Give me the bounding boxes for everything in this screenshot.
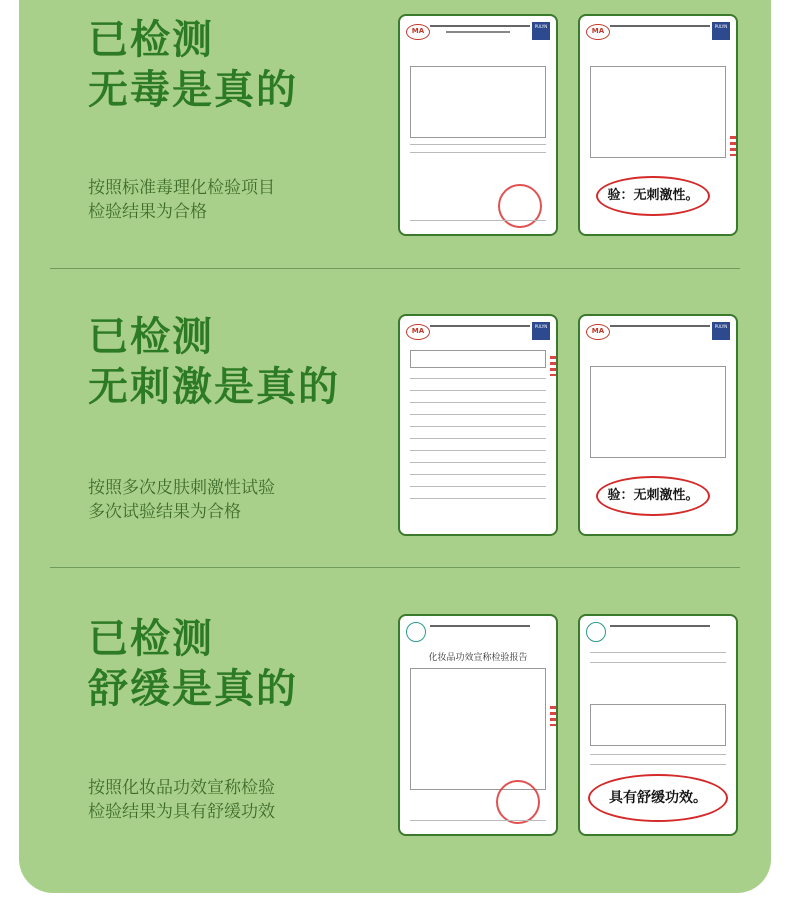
report-table <box>410 66 546 138</box>
report-title-line <box>430 25 530 27</box>
report-document-2 <box>578 14 738 236</box>
results-table <box>590 704 726 746</box>
section-nonirritating <box>0 298 790 558</box>
section-desc-line2: 多次试验结果为合格 <box>88 502 241 522</box>
section-nontoxic <box>0 0 790 260</box>
seam-stamp <box>550 706 556 726</box>
report-document-5 <box>398 614 558 836</box>
section-heading-line2: 无毒是真的 <box>88 67 298 113</box>
report-subtitle-line <box>446 31 510 33</box>
text-line <box>410 402 546 403</box>
pulyn-logo-icon: PULYN <box>712 22 730 40</box>
report-table <box>410 350 546 368</box>
section-heading-line1: 已检测 <box>88 17 214 63</box>
report-title-line <box>430 625 530 627</box>
text-line <box>410 486 546 487</box>
result-highlight: 验：无刺激性。 <box>596 176 710 216</box>
text-line <box>590 754 726 755</box>
report-document-3 <box>398 314 558 536</box>
ma-logo-icon: MA <box>586 324 610 340</box>
section-desc-line2: 检验结果为合格 <box>88 202 207 222</box>
report-table <box>410 668 546 790</box>
inspection-logo-icon <box>406 622 426 642</box>
report-title-line <box>610 325 710 327</box>
inspection-logo-icon <box>586 622 606 642</box>
section-heading-line1: 已检测 <box>88 616 214 662</box>
section-desc-line1: 按照化妆品功效宣称检验 <box>88 778 275 798</box>
report-title-line <box>430 325 530 327</box>
text-line <box>410 152 546 153</box>
report-title-line <box>610 25 710 27</box>
report-document-6 <box>578 614 738 836</box>
text-line <box>590 764 726 765</box>
section-desc-line2: 检验结果为具有舒缓功效 <box>88 802 275 822</box>
ma-logo-icon: MA <box>406 324 430 340</box>
section-soothing <box>0 598 790 858</box>
section-desc-line1: 按照多次皮肤刺激性试验 <box>88 478 275 498</box>
result-highlight: 验：无刺激性。 <box>596 476 710 516</box>
text-line <box>410 414 546 415</box>
ma-logo-icon: MA <box>586 24 610 40</box>
ma-logo-icon: MA <box>406 24 430 40</box>
report-doc-title: 化妆品功效宣称检验报告 <box>428 653 528 663</box>
text-line <box>590 662 726 663</box>
report-document-1 <box>398 14 558 236</box>
section-heading-line2: 舒缓是真的 <box>88 666 298 712</box>
text-line <box>410 474 546 475</box>
section-heading-line2: 无刺激是真的 <box>88 364 340 410</box>
text-line <box>410 462 546 463</box>
section-divider <box>50 268 740 269</box>
text-line <box>410 450 546 451</box>
report-document-4 <box>578 314 738 536</box>
text-line <box>410 144 546 145</box>
signature-line <box>410 220 546 221</box>
text-line <box>410 390 546 391</box>
results-table <box>590 66 726 158</box>
text-line <box>410 498 546 499</box>
pulyn-logo-icon: PULYN <box>712 322 730 340</box>
section-heading-line1: 已检测 <box>88 314 214 360</box>
official-stamp <box>498 184 542 228</box>
seam-stamp <box>730 136 736 156</box>
results-table <box>590 366 726 458</box>
report-title-line <box>610 625 710 627</box>
section-desc-line1: 按照标准毒理化检验项目 <box>88 178 275 198</box>
text-line <box>590 652 726 653</box>
signature-line <box>410 820 546 821</box>
seam-stamp <box>550 356 556 376</box>
text-line <box>410 438 546 439</box>
text-line <box>410 426 546 427</box>
pulyn-logo-icon: PULYN <box>532 22 550 40</box>
section-divider <box>50 567 740 568</box>
pulyn-logo-icon: PULYN <box>532 322 550 340</box>
text-line <box>410 378 546 379</box>
result-highlight: 具有舒缓功效。 <box>588 774 728 822</box>
official-stamp <box>496 780 540 824</box>
